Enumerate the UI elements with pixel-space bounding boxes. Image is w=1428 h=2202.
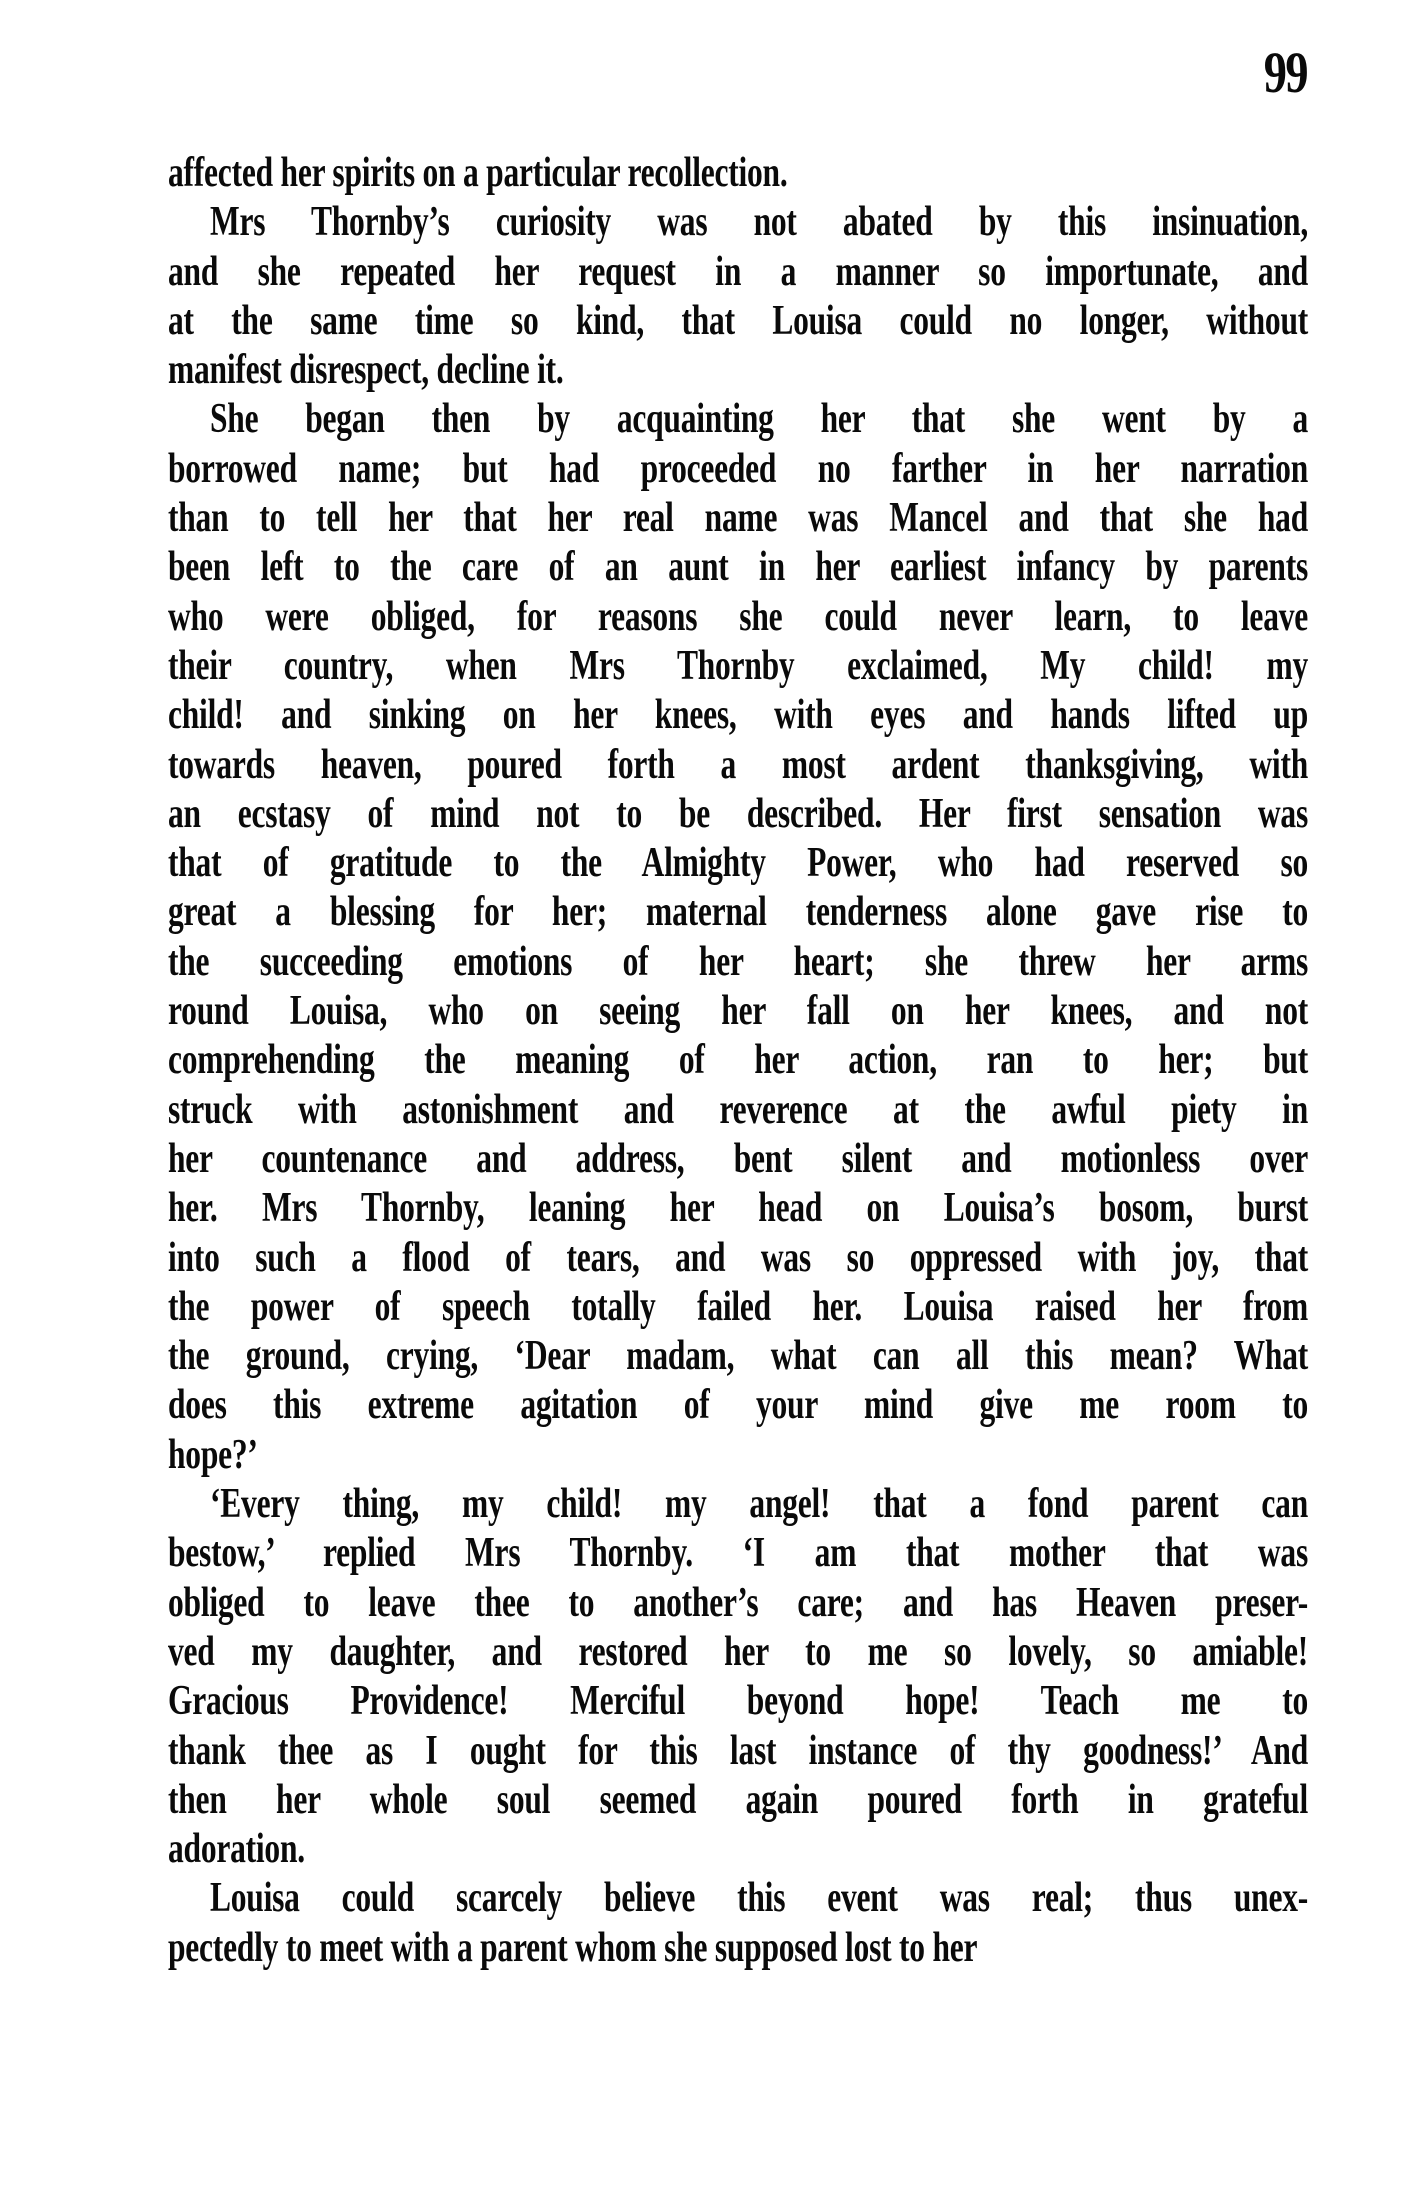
text-line: great a blessing for her; maternal tenderness alone gave rise to xyxy=(168,889,1308,936)
text-line: round Louisa, who on seeing her fall on her knees, and not xyxy=(168,988,1308,1035)
text-line: obliged to leave thee to another’s care; and has Heaven preser- xyxy=(168,1579,1308,1626)
text-line: child! and sinking on her knees, with eyes and hands lifted up xyxy=(168,692,1308,739)
text-line: ved my daughter, and restored her to me so lovely, so amiable! xyxy=(168,1628,1308,1675)
text-line: at the same time so kind, that Louisa could no longer, without xyxy=(168,297,1308,344)
text-line: pectedly to meet with a parent whom she supposed lost to her xyxy=(168,1924,978,1971)
text-line: that of gratitude to the Almighty Power, who had reserved so xyxy=(168,840,1308,887)
text-line: affected her spirits on a particular recollection. xyxy=(168,150,788,196)
text-block xyxy=(168,149,1308,1973)
text-line: bestow,’ replied Mrs Thornby. ‘I am that mother that was xyxy=(168,1530,1308,1577)
text-line: Mrs Thornby’s curiosity was not abated by this insinuation, xyxy=(210,199,1308,246)
text-line: the succeeding emotions of her heart; she threw her arms xyxy=(168,938,1308,985)
text-line: who were obliged, for reasons she could never learn, to leave xyxy=(168,593,1308,640)
text-line: the power of speech totally failed her. Louisa raised her from xyxy=(168,1283,1308,1330)
text-line: her. Mrs Thornby, leaning her head on Louisa’s bosom, burst xyxy=(168,1185,1308,1232)
text-line: ‘Every thing, my child! my angel! that a fond parent can xyxy=(210,1481,1308,1528)
text-line: the ground, crying, ‘Dear madam, what can all this mean? What xyxy=(168,1333,1308,1380)
text-line: her countenance and address, bent silent and motionless over xyxy=(168,1135,1308,1182)
text-line: thank thee as I ought for this last instance of thy goodness!’ And xyxy=(168,1727,1308,1774)
text-line: Louisa could scarcely believe this event was real; thus unex- xyxy=(210,1875,1308,1922)
text-line: comprehending the meaning of her action, ran to her; but xyxy=(168,1037,1308,1084)
text-line: does this extreme agitation of your mind give me room to xyxy=(168,1382,1308,1429)
page-number: 99 xyxy=(1263,40,1307,105)
text-line: Gracious Providence! Merciful beyond hope! Teach me to xyxy=(168,1678,1308,1725)
text-line: towards heaven, poured forth a most ardent thanksgiving, with xyxy=(168,741,1308,788)
text-line: been left to the care of an aunt in her earliest infancy by parents xyxy=(168,544,1308,591)
text-line: borrowed name; but had proceeded no farther in her narration xyxy=(168,445,1308,492)
text-line: into such a flood of tears, and was so oppressed with joy, that xyxy=(168,1234,1308,1281)
text-line: and she repeated her request in a manner so importunate, and xyxy=(168,248,1308,295)
text-line: an ecstasy of mind not to be described. Her first sensation was xyxy=(168,790,1308,837)
text-line: hope?’ xyxy=(168,1431,258,1478)
text-line: struck with astonishment and reverence at the awful piety in xyxy=(168,1086,1308,1133)
text-line: manifest disrespect, decline it. xyxy=(168,347,564,394)
text-line: than to tell her that her real name was Mancel and that she had xyxy=(168,495,1308,542)
text-line: She began then by acquainting her that she went by a xyxy=(210,396,1308,443)
text-line: then her whole soul seemed again poured forth in grateful xyxy=(168,1776,1308,1823)
text-line: their country, when Mrs Thornby exclaimed, My child! my xyxy=(168,642,1308,689)
text-line: adoration. xyxy=(168,1826,305,1873)
